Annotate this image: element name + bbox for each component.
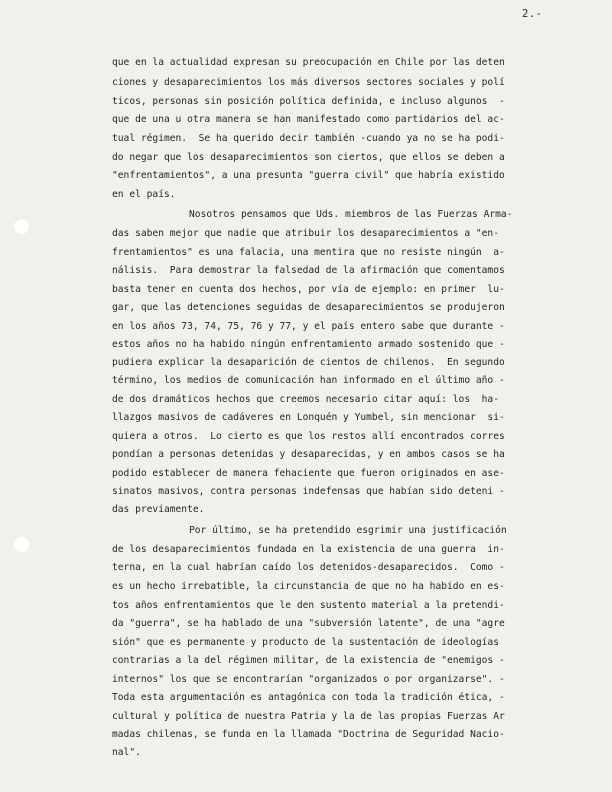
text-line: estos años no ha habido ningún enfrentamiento armado sostenido que -	[112, 339, 505, 350]
text-line: llazgos masivos de cadáveres en Lonquén y Yumbel, sin mencionar si-	[112, 412, 505, 423]
text-line: contrarias a la del régimen militar, de la existencia de "enemigos -	[112, 655, 505, 666]
text-line: das saben mejor que nadie que atribuir los desaparecimientos a "en-	[112, 228, 499, 239]
text-line: nálisis. Para demostrar la falsedad de la afirmación que comentamos	[112, 265, 505, 276]
text-line: Por último, se ha pretendido esgrimir una justificación	[189, 525, 507, 536]
text-line: do negar que los desaparecimientos son ciertos, que ellos se deben a	[112, 152, 505, 163]
page-number: 2.-	[522, 8, 543, 20]
text-line: ticos, personas sin posición política definida, e incluso algunos -	[112, 96, 505, 107]
punch-hole	[13, 536, 30, 553]
text-line: frentamientos" es una falacia, una mentira que no resiste ningún a-	[112, 247, 505, 258]
text-line: sión" que es permanente y producto de la sustentación de ideologías	[112, 637, 499, 648]
text-line: das previamente.	[112, 504, 205, 515]
text-line: quiera a otros. Lo cierto es que los restos allí encontrados corres	[112, 431, 505, 442]
text-line: en el país.	[112, 189, 176, 200]
text-line: terna, en la cual habrían caído los detenidos-desaparecidos. Como -	[112, 562, 505, 573]
text-line: de los desaparecimientos fundada en la existencia de una guerra in-	[112, 544, 505, 555]
text-line: nal".	[112, 747, 141, 758]
punch-hole	[13, 218, 30, 235]
text-line: en los años 73, 74, 75, 76 y 77, y el país entero sabe que durante -	[112, 321, 505, 332]
text-line: pudiera explicar la desaparición de cientos de chilenos. En segundo	[112, 357, 505, 368]
text-line: sinatos masivos, contra personas indefensas que habían sido deteni -	[112, 486, 505, 497]
text-line: tos años enfrentamientos que le den sustento material a la pretendi-	[112, 600, 505, 611]
text-line: podido establecer de manera fehaciente que fueron originados en ase-	[112, 468, 505, 479]
text-line: "enfrentamientos", a una presunta "guerra civil" que habría existido	[112, 170, 505, 181]
text-line: madas chilenas, se funda en la llamada "Doctrina de Seguridad Nacio-	[112, 729, 505, 740]
text-line: de dos dramáticos hechos que creemos necesario citar aquí: los ha-	[112, 394, 499, 405]
text-line: cultural y política de nuestra Patria y la de las propias Fuerzas Ar	[112, 711, 505, 722]
text-line: tual régimen. Se ha querido decir también -cuando ya no se ha podi-	[112, 133, 505, 144]
text-line: da "guerra", se ha hablado de una "subversión latente", de una "agre	[112, 618, 505, 629]
text-line: ciones y desaparecimientos los más diversos sectores sociales y polí	[112, 77, 505, 88]
text-line: Nosotros pensamos que Uds. miembros de las Fuerzas Arma-	[189, 209, 513, 220]
text-line: pondían a personas detenidas y desaparecidas, y en ambos casos se ha	[112, 449, 505, 460]
text-line: gar, que las detenciones seguidas de desaparecimientos se produjeron	[112, 302, 505, 313]
text-line: basta tener en cuenta dos hechos, por vía de ejemplo: en primer lu-	[112, 284, 505, 295]
text-line: que en la actualidad expresan su preocupación en Chile por las deten	[112, 57, 505, 68]
text-line: internos" los que se encontrarían "organizados o por organizarse". -	[112, 674, 505, 685]
text-line: término, los medios de comunicación han informado en el último año -	[112, 375, 505, 386]
text-line: Toda esta argumentación es antagónica con toda la tradición ética, -	[112, 692, 505, 703]
text-line: es un hecho irrebatible, la circunstancia de que no ha habido en es-	[112, 581, 505, 592]
text-line: que de una u otra manera se han manifestado como partidarios del ac-	[112, 114, 505, 125]
